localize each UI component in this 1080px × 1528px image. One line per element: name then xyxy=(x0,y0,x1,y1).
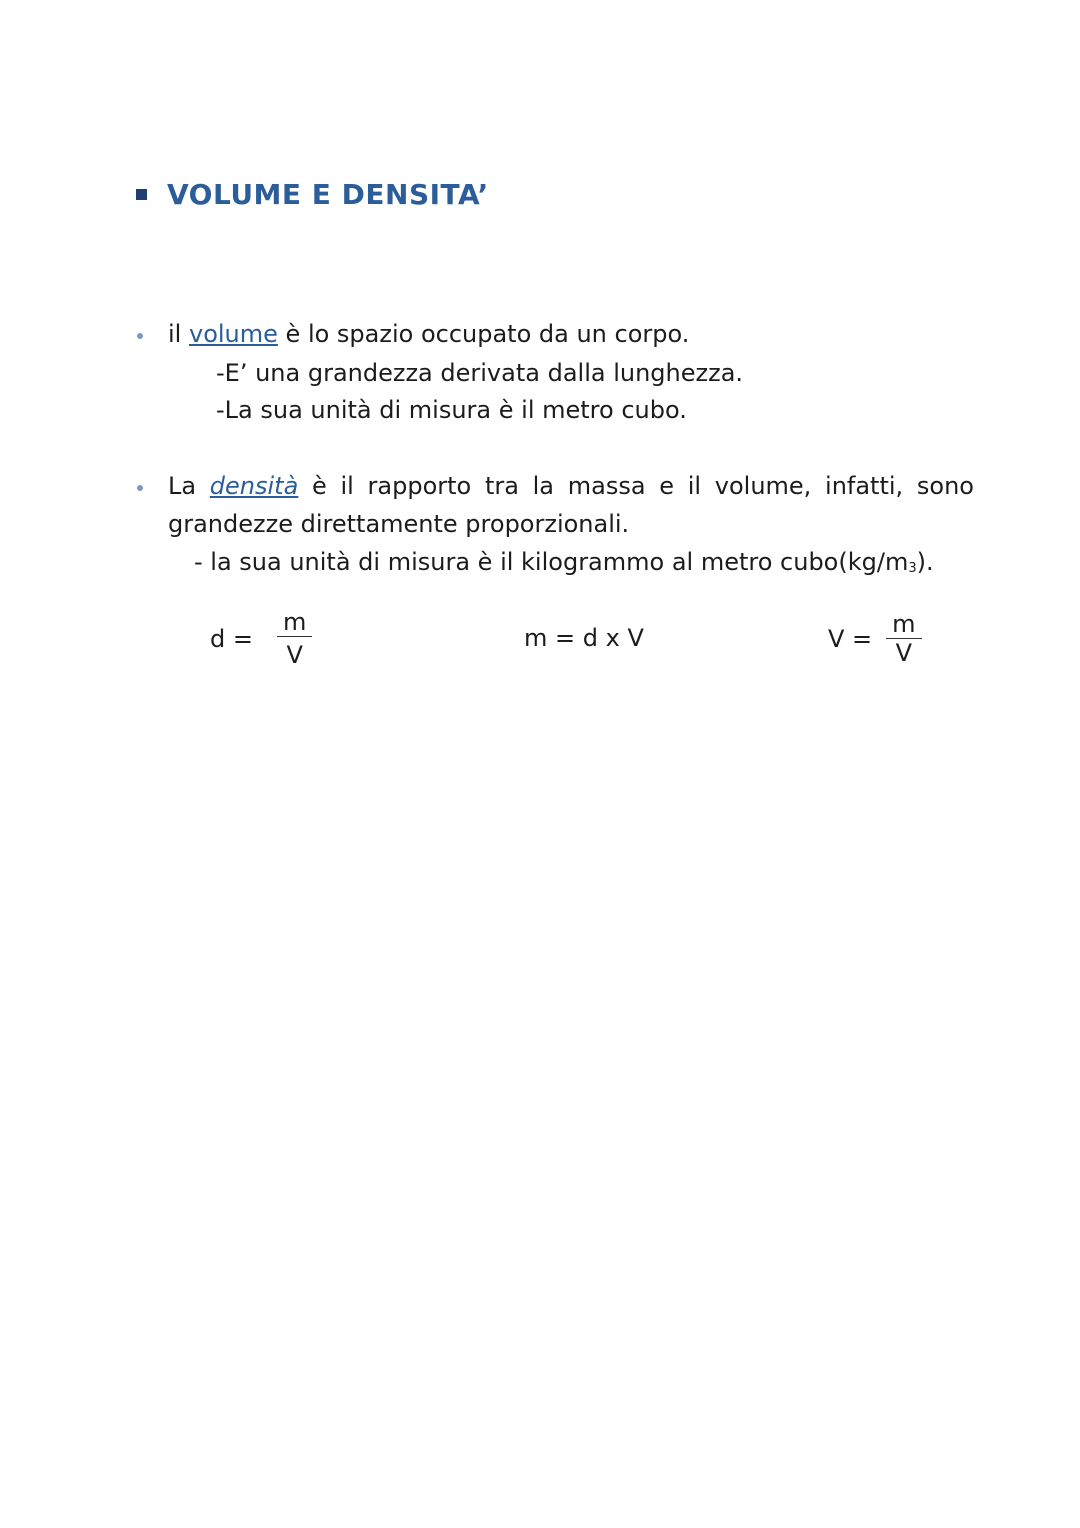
section-heading xyxy=(136,178,489,211)
volume-note-2: -La sua unità di misura è il metro cubo. xyxy=(216,396,687,424)
volume-definition: il volume è lo spazio occupato da un corpo. xyxy=(168,320,690,348)
density-definition-line2: grandezze direttamente proporzionali. xyxy=(168,510,630,538)
square-bullet-icon xyxy=(136,189,147,200)
fraction: $\frac{m}{V}$ xyxy=(886,612,921,665)
density-unit-note: - la sua unità di misura è il kilogrammo al metro $cubo(kg/m_3)$. xyxy=(194,548,934,576)
bullet-dot-icon xyxy=(137,333,143,339)
volume-link[interactable]: volume xyxy=(188,320,278,348)
density-definition: La densità è il rapporto tra la massa e il volume, infatti, sono xyxy=(168,472,974,500)
bullet-dot-icon xyxy=(137,485,143,491)
density-link[interactable]: densità xyxy=(209,472,299,500)
page-title: VOLUME E DENSITA’ xyxy=(167,178,489,211)
formula-density: d = $\frac{m}{V}$ xyxy=(210,610,312,667)
formula-volume: V = $\frac{m}{V}$ xyxy=(828,612,922,665)
formula-mass: m = d x V xyxy=(524,624,644,652)
fraction: $\frac{m}{V}$ xyxy=(277,610,312,667)
volume-note-1: -E’ una grandezza derivata dalla lunghezza. xyxy=(216,359,744,387)
